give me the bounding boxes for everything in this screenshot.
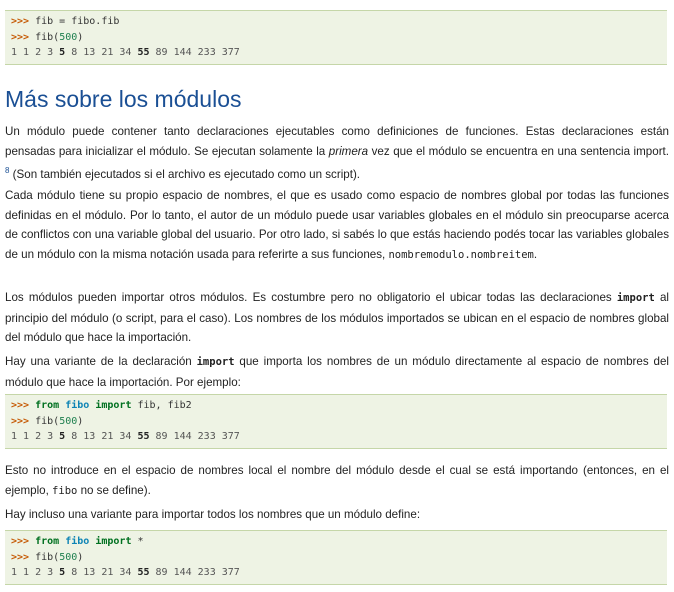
code-line: >>> fib(500) [11,415,84,427]
paragraph-imports: Los módulos pueden importar otros módulos. Es costumbre pero no obligatorio el ubicar todas las declaraciones import al principio del módulo (o script, para el caso). Los nombres de los módulos importados se ubican en el espacio de nombres global del módulo que hace la importación. [5,291,669,345]
code-block-fib [5,10,667,65]
code-line: >>> fib(500) [11,31,84,43]
section-heading: Más sobre los módulos [5,86,242,112]
paragraph-from-import: Hay una variante de la declaración import que importa los nombres de un módulo directamente al espacio de nombres del módulo que hace la importación. Por ejemplo: [5,355,669,389]
paragraph-intro: Un módulo puede contener tanto declaraciones ejecutables como definiciones de funciones. Estas declaraciones están pensadas para inicializar el módulo. Se ejecutan solamente la primera vez que el módulo se encuentra en una sentencia import. $^8$ (Son también ejecutados si el archivo es ejecutado como un script). [5,125,669,182]
paragraph-local-namespace: Esto no introduce en el espacio de nombres local el nombre del módulo desde el cual se está importando (entonces, en el ejemplo, fibo no se define). [5,464,669,497]
code-line: >>> fib = fibo.fib [11,16,120,27]
code-line: >>> from fibo import * [11,536,144,547]
code-line: >>> from fibo import fib, fib2 [11,400,192,411]
paragraph-import-all: Hay incluso una variante para importar todos los nombres que un módulo define: [5,508,421,521]
code-output: 1 1 2 3 5 8 13 21 34 55 89 144 233 377 [11,47,240,58]
code-block-from-import [5,394,667,449]
footnote-link[interactable]: 8 [5,166,10,176]
paragraph-namespace: Cada módulo tiene su propio espacio de nombres, el que es usado como espacio de nombres global por todas las funciones definidas en el módulo. Por lo tanto, el autor de un módulo puede usar variables globales en el módulo sin preocuparse acerca de conflictos con una variable global del usuario. Por otro lado, si sabés lo que estás haciendo podés tocar las variables globales de un módulo con la misma notación usada para referirte a sus funciones, nombremodulo.nombreitem. [5,189,669,261]
code-block-import-all [5,530,667,585]
code-line: >>> fib(500) [11,551,84,563]
code-output: 1 1 2 3 5 8 13 21 34 55 89 144 233 377 [11,431,240,442]
code-output: 1 1 2 3 5 8 13 21 34 55 89 144 233 377 [11,567,240,578]
